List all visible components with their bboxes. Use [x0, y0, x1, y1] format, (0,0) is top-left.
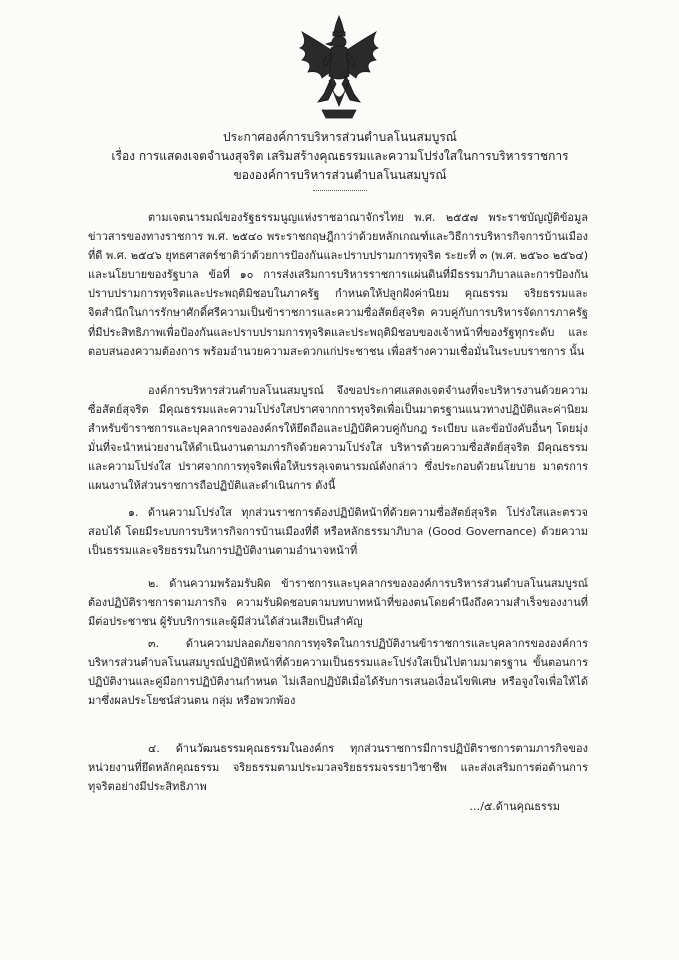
paragraph-accountability [88, 574, 588, 631]
announcement-subject-cont: ขององค์การบริหารส่วนตำบลโนนสมบูรณ์ [233, 168, 447, 182]
header-divider [313, 190, 367, 191]
paragraph-preamble [88, 208, 588, 361]
announcement-subject: เรื่อง การแสดงเจตจำนงสุจริต เสริมสร้างคุณธรรมและความโปร่งใสในการบริหารราชการ [111, 149, 569, 163]
announcement-title: ประกาศองค์การบริหารส่วนตำบลโนนสมบูรณ์ [223, 130, 457, 144]
paragraph-text: ๓. ด้านความปลอดภัยจากการทุจริตในการปฏิบัติงานข้าราชการและบุคลากรขององค์การบริหารส่วนตำบลโนนสมบูรณ์ปฏิบัติหน้าที่ด้วยความเป็นธรรมและโปร่งใสเป็นไปตามมาตรฐาน ขั้นตอนการปฏิบัติงานและคู่มือการปฏิบัติงานกำหนด ไม่เลือกปฏิบัติเมื่อได้รับการเสนอเงื่อนไขพิเศษ หรือจูงใจเพื่อให้ได้มาซึ่งผลประโยชน์ส่วนตน กลุ่ม หรือพวกพ้อง [88, 637, 588, 708]
paragraph-text: ๑. ด้านความโปร่งใส ทุกส่วนราชการต้องปฏิบัติหน้าที่ด้วยความซื่อสัตย์สุจริต โปร่งใสและตรวจสอบได้ โดยมีระบบการบริหารกิจการบ้านเมืองที่ดี หรือหลักธรรมาภิบาล (Good Governance) ด้วยความเป็นธรรมและจริยธรรมในการปฏิบัติงานตามอำนาจหน้าที่ [88, 506, 588, 558]
paragraph-text: ตามเจตนารมณ์ของรัฐธรรมนูญแห่งราชอาณาจักรไทย พ.ศ. ๒๕๕๗ พระราชบัญญัติข้อมูลข่าวสารของทางราชการ พ.ศ. ๒๕๔๐ พระราชกฤษฎีกาว่าด้วยหลักเกณฑ์และวิธีการบริหารกิจการบ้านเมืองที่ดี พ.ศ. ๒๕๔๖ ยุทธศาสตร์ชาติว่าด้วยการป้องกันและปราบปรามการทุจริต ระยะที่ ๓ (พ.ศ. ๒๕๖๐ ๒๕๖๔) และนโยบายของรัฐบาล ข้อที่ ๑๐ การส่งเสริมการบริหารราชการแผ่นดินที่มีธรรมาภิบาลและการป้องกันปราบปรามการทุจริตและประพฤติมิชอบในภาครัฐ กำหนดให้ปลูกฝังค่านิยม คุณธรรม จริยธรรมและจิตสำนึกในการรักษาศักดิ์ศรีความเป็นข้าราชการและความซื่อสัตย์สุจริต ควบคู่กับการบริหารจัดการภาครัฐที่มีประสิทธิภาพเพื่อป้องกันและปราบปรามการทุจริตและประพฤติมิชอบของเจ้าหน้าที่ของรัฐทุกระดับ และตอบสนองความต้องการ พร้อมอำนวยความสะดวกแก่ประชาชน เพื่อสร้างความเชื่อมั่นในระบบราชการ นั้น [88, 211, 588, 358]
continuation-marker: …/๕.ด้านคุณธรรม [469, 800, 560, 813]
paragraph-corruption-free [88, 634, 588, 710]
paragraph-text: ๒. ด้านความพร้อมรับผิด ข้าราชการและบุคลากรขององค์การบริหารส่วนตำบลโนนสมบูรณ์ต้องปฏิบัติราชการตามภารกิจ ความรับผิดชอบตามบทบาทหน้าที่ของตนโดยคำนึงถึงความสำเร็จของงานที่มีต่อประชาชน ผู้รับบริการและผู้มีส่วนได้ส่วนเสียเป็นสำคัญ [88, 577, 588, 629]
paragraph-text: องค์การบริหารส่วนตำบลโนนสมบูรณ์ จึงขอประกาศแสดงเจตจำนงที่จะบริหารงานด้วยความซื่อสัตย์สุจริต มีคุณธรรมและความโปร่งใสปราศจากการทุจริตเพื่อเป็นมาตรฐานแนวทางปฏิบัติและค่านิยมสำหรับข้าราชการและบุคลากรขององค์กรให้ยึดถือและปฏิบัติควบคู่กับกฎ ระเบียบ และข้อบังคับอื่นๆ โดยมุ่งมั่นที่จะนำหน่วยงานให้ดำเนินงานตามภารกิจด้วยความโปร่งใส บริหารด้วยความซื่อสัตย์สุจริต มีคุณธรรมและความโปร่งใส ปราศจากการทุจริตเพื่อให้บรรลุเจตนารมณ์ดังกล่าว ซึ่งประกอบด้วยนโยบาย มาตรการ แผนงานให้ส่วนราชการถือปฏิบัติและดำเนินการ ดังนี้ [88, 384, 588, 493]
paragraph-declaration [88, 381, 588, 496]
paragraph-text: ๔. ด้านวัฒนธรรมคุณธรรมในองค์กร ทุกส่วนราชการมีการปฏิบัติราชการตามภารกิจของหน่วยงานที่ยึดหลักคุณธรรม จริยธรรมตามประมวลจริยธรรมจรรยาวิชาชีพ และส่งเสริมการต่อต้านการทุจริตอย่างมีประสิทธิภาพ [88, 742, 588, 794]
paragraph-integrity-culture [88, 739, 588, 796]
paragraph-transparency [88, 503, 588, 560]
garuda-emblem-icon [296, 14, 382, 126]
